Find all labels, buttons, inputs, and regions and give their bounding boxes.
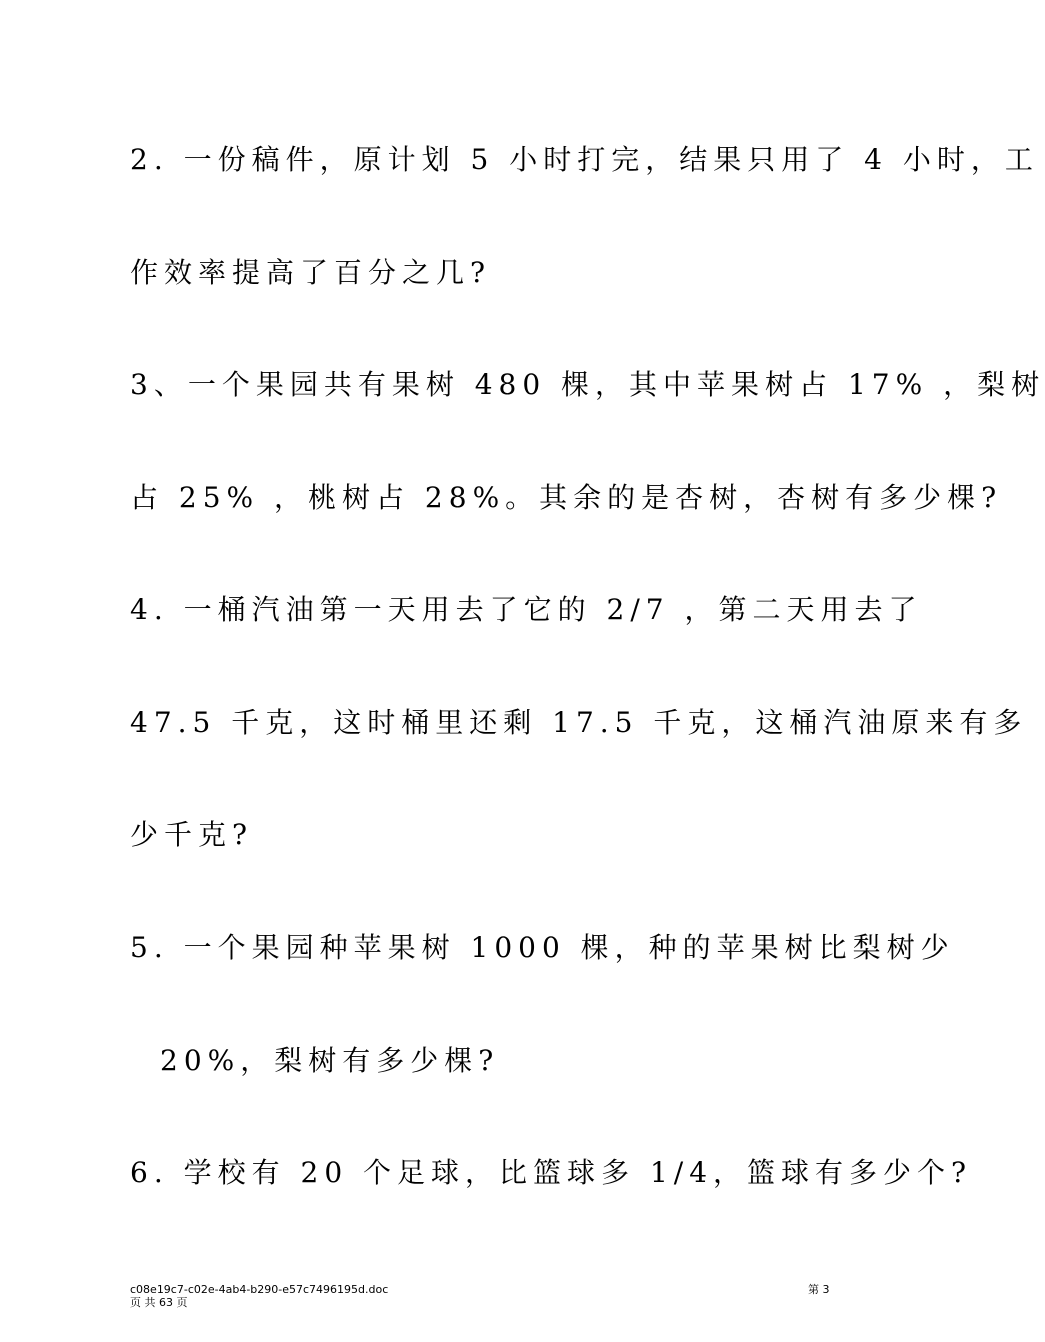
question-2-line-2: 作效率提高了百分之几? bbox=[130, 256, 492, 289]
footer-page-number: 第 3 bbox=[808, 1283, 830, 1296]
footer-filename: c08e19c7-c02e-4ab4-b290-e57c7496195d.doc bbox=[130, 1283, 389, 1296]
question-2-line-1: 2. 一份稿件，原计划 5 小时打完，结果只用了 4 小时，工 bbox=[130, 143, 1039, 176]
question-4-line-2: 47.5 千克，这时桶里还剩 17.5 千克，这桶汽油原来有多 bbox=[130, 706, 1028, 739]
question-3-line-2: 占 25% ，桃树占 28%。其余的是杏树，杏树有多少棵? bbox=[130, 481, 1003, 514]
question-4-line-1: 4. 一桶汽油第一天用去了它的 2/7 ，第二天用去了 bbox=[130, 593, 923, 626]
question-3-line-1: 3、一个果园共有果树 480 棵，其中苹果树占 17% ，梨树 bbox=[130, 368, 1045, 401]
question-4-line-3: 少千克? bbox=[130, 818, 254, 851]
question-5-line-2: 20%，梨树有多少棵? bbox=[160, 1044, 500, 1077]
question-6-line-1: 6. 学校有 20 个足球，比篮球多 1/4，篮球有多少个? bbox=[130, 1156, 973, 1189]
footer-page-total: 页 共 63 页 bbox=[130, 1296, 188, 1309]
question-5-line-1: 5. 一个果园种苹果树 1000 棵，种的苹果树比梨树少 bbox=[130, 931, 955, 964]
